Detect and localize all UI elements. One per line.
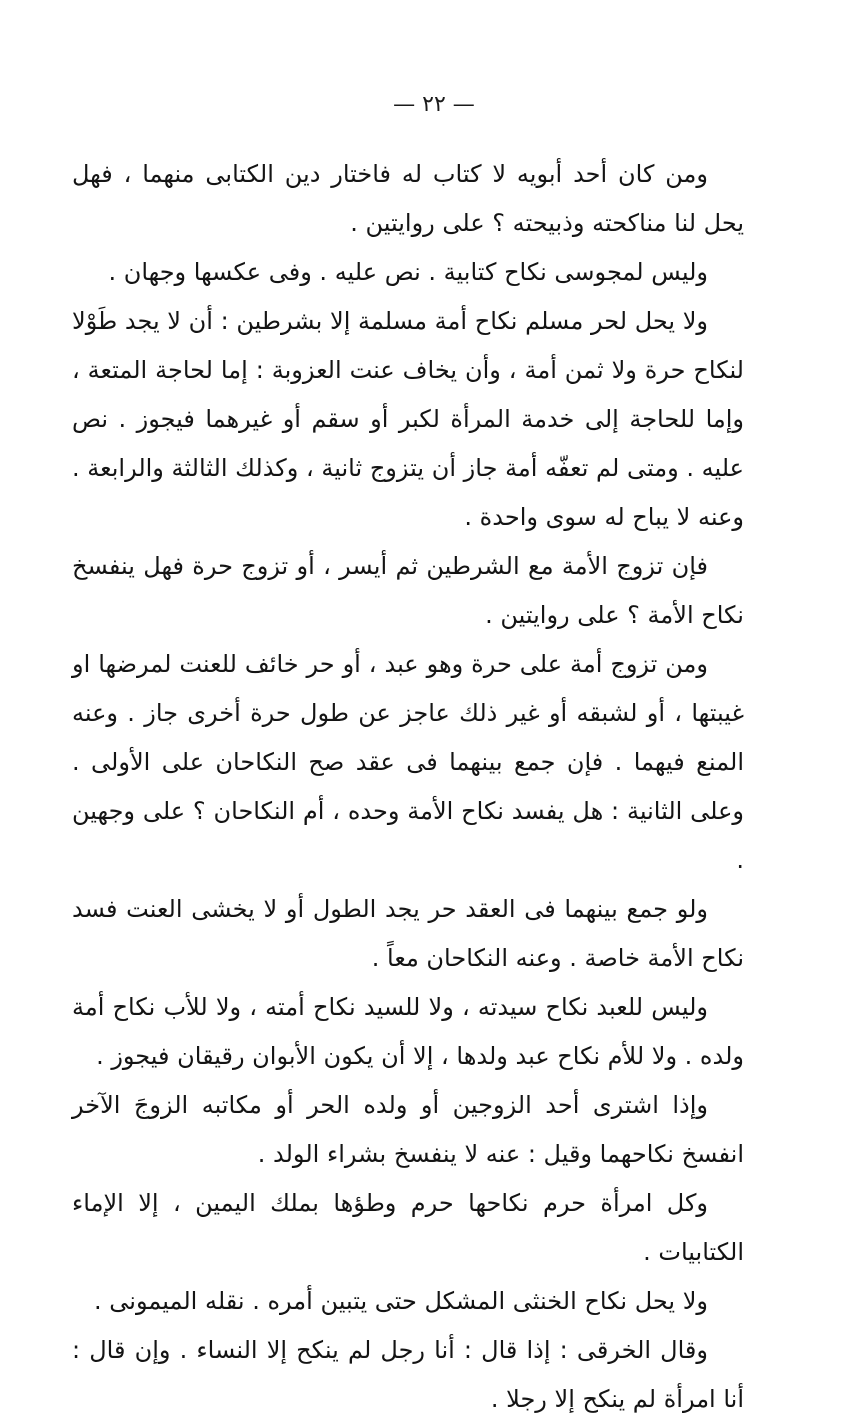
paragraph: وليس لمجوسى نكاح كتابية . نص عليه . وفى عكسها وجهان .: [108, 258, 708, 286]
paragraph: فإن تزوج الأمة مع الشرطين ثم أيسر ، أو تزوج حرة فهل ينفسخ نكاح الأمة ؟ على روايتين .: [72, 552, 744, 629]
paragraph: وقال الخرقى : إذا قال : أنا رجل لم ينكح إلا النساء . وإن قال : أنا امرأة لم ينكح إلا رجلا .: [72, 1336, 744, 1413]
body-text: [72, 150, 744, 1424]
paragraph: ومن تزوج أمة على حرة وهو عبد ، أو حر خائف للعنت لمرضها او غيبتها ، أو لشبقه أو غير ذلك عاجز عن طول حرة أخرى جاز . وعنه المنع فيهما . فإن جمع بينهما فى عقد صح النكاحان على الأولى . وعلى الثانية : هل يفسد نكاح الأمة وحده ، أم النكاحان ؟ على وجهين .: [72, 650, 744, 874]
paragraph: وإذا اشترى أحد الزوجين أو ولده الحر أو مكاتبه الزوجَ الآخر انفسخ نكاحهما وقيل : عنه لا ينفسخ بشراء الولد .: [72, 1091, 744, 1168]
paragraph: ولا يحل نكاح الخنثى المشكل حتى يتبين أمره . نقله الميمونى .: [94, 1287, 708, 1315]
page-number: — ٢٢ —: [393, 92, 475, 117]
paragraph: ومن كان أحد أبويه لا كتاب له فاختار دين الكتابى منهما ، فهل يحل لنا مناكحته وذبيحته ؟ على روايتين .: [72, 160, 744, 237]
paragraph: وكل امرأة حرم نكاحها حرم وطؤها بملك اليمين ، إلا الإماء الكتابيات .: [72, 1189, 744, 1266]
paragraph: وليس للعبد نكاح سيدته ، ولا للسيد نكاح أمته ، ولا للأب نكاح أمة ولده . ولا للأم نكاح عبد ولدها ، إلا أن يكون الأبوان رقيقان فيجوز .: [72, 993, 744, 1070]
paragraph: ولا يحل لحر مسلم نكاح أمة مسلمة إلا بشرطين : أن لا يجد طَوْلا لنكاح حرة ولا ثمن أمة ، وأن يخاف عنت العزوبة : إما لحاجة المتعة ، وإما للحاجة إلى خدمة المرأة لكبر أو سقم أو غيرهما فيجوز . نص عليه . ومتى لم تعفّه أمة جاز أن يتزوج ثانية ، وكذلك الثالثة والرابعة . وعنه لا يباح له سوى واحدة .: [72, 307, 744, 531]
paragraph: ولو جمع بينهما فى العقد حر يجد الطول أو لا يخشى العنت فسد نكاح الأمة خاصة . وعنه النكاحان معاً .: [72, 895, 744, 972]
